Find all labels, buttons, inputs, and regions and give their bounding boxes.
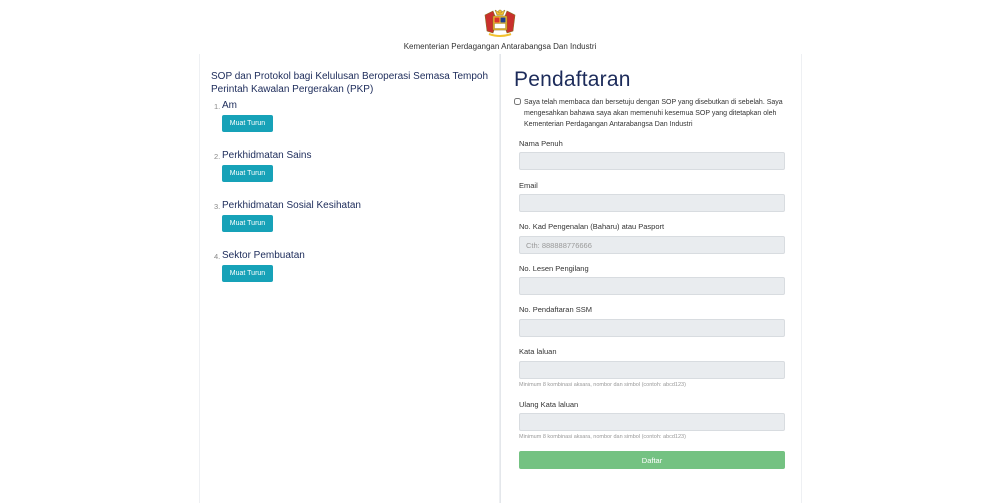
agreement-text: Saya telah membaca dan bersetuju dengan SOP yang disebutkan di sebelah. Saya mengesahkan bahawa saya akan memenuhi kesemua SOP yang ditetapkan oleh Kementerian Perdagangan Antarabangsa Dan Industri: [524, 99, 783, 128]
password-hint: Minimum 8 kombinasi aksara, nombor dan simbol (contoh: abcd123): [519, 382, 686, 388]
email-label: Email: [519, 181, 538, 190]
download-button-sektor-pembuatan[interactable]: Muat Turun: [222, 265, 273, 282]
sop-item-perkhidmatan-sosial-kesihatan: [200, 201, 500, 241]
ssm-label: No. Pendaftaran SSM: [519, 305, 592, 314]
registration-title: Pendaftaran: [514, 68, 631, 91]
sop-item-label: Sektor Pembuatan: [222, 250, 305, 261]
sop-item-label: Am: [222, 100, 237, 111]
full-name-label: Nama Penuh: [519, 139, 563, 148]
full-name-input[interactable]: [519, 152, 785, 170]
license-label: No. Lesen Pengilang: [519, 264, 589, 273]
ic-label: No. Kad Pengenalan (Baharu) atau Pasport: [519, 222, 665, 231]
sop-item-am: [200, 101, 500, 141]
sop-panel: [199, 54, 500, 503]
sop-item-perkhidmatan-sains: [200, 151, 500, 191]
password-label: Kata laluan: [519, 347, 557, 356]
sop-item-number: 2.: [214, 152, 221, 161]
sop-item-sektor-pembuatan: [200, 251, 500, 291]
sop-item-label: Perkhidmatan Sosial Kesihatan: [222, 200, 361, 211]
email-input[interactable]: [519, 194, 785, 212]
password-confirm-label: Ulang Kata laluan: [519, 400, 579, 409]
page-header: [0, 0, 1000, 54]
ic-input[interactable]: [519, 236, 785, 254]
license-input[interactable]: [519, 277, 785, 295]
sop-item-number: 3.: [214, 202, 221, 211]
sop-item-number: 1.: [214, 102, 221, 111]
ministry-name: Kementerian Perdagangan Antarabangsa Dan Industri: [403, 42, 597, 51]
agree-checkbox[interactable]: [514, 98, 521, 105]
registration-panel: [500, 54, 802, 503]
download-button-am[interactable]: Muat Turun: [222, 115, 273, 132]
password-confirm-hint: Minimum 8 kombinasi aksara, nombor dan simbol (contoh: abcd123): [519, 434, 686, 440]
password-input[interactable]: [519, 361, 785, 379]
download-button-perkhidmatan-sosial-kesihatan[interactable]: Muat Turun: [222, 215, 273, 232]
register-button[interactable]: Daftar: [519, 451, 785, 469]
sop-title: SOP dan Protokol bagi Kelulusan Beroperasi Semasa Tempoh Perintah Kawalan Pergerakan (PKP): [211, 71, 489, 95]
ssm-input[interactable]: [519, 319, 785, 337]
password-confirm-input[interactable]: [519, 413, 785, 431]
sop-item-number: 4.: [214, 252, 221, 261]
sop-item-label: Perkhidmatan Sains: [222, 150, 312, 161]
coat-of-arms-icon: [479, 7, 521, 39]
download-button-perkhidmatan-sains[interactable]: Muat Turun: [222, 165, 273, 182]
